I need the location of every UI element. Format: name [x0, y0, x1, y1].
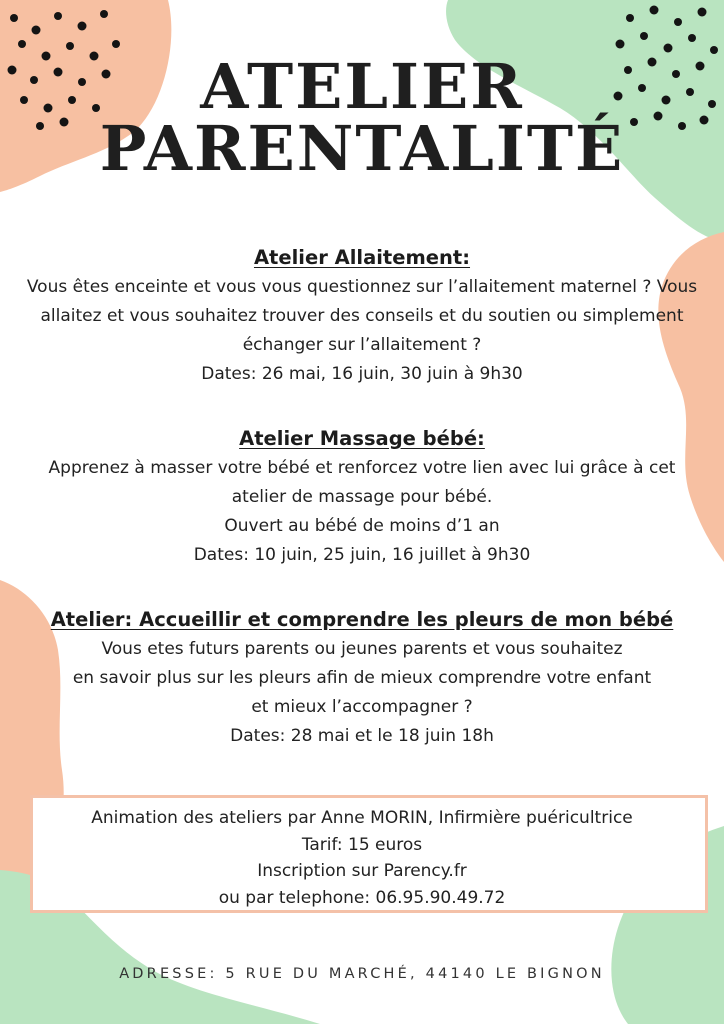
section-text-line: et mieux l’accompagner ?	[251, 697, 473, 717]
info-phone: ou par telephone: 06.95.90.49.72	[218, 887, 506, 908]
section-pleurs	[0, 605, 724, 751]
section-text-line: en savoir plus sur les pleurs afin de mieux comprendre votre enfant	[72, 668, 652, 688]
info-box	[0, 805, 724, 911]
section-heading: Atelier Massage bébé:	[239, 427, 485, 450]
info-price: Tarif: 15 euros	[301, 834, 423, 855]
info-registration: Inscription sur Parency.fr	[257, 861, 467, 881]
section-text-line: atelier de massage pour bébé.	[231, 487, 493, 507]
section-text-line: Ouvert au bébé de moins d’1 an	[224, 516, 500, 536]
section-dates: Dates: 28 mai et le 18 juin 18h	[230, 726, 494, 746]
section-massage	[0, 424, 724, 570]
section-allaitement	[0, 243, 724, 389]
title-line-1: ATELIER	[200, 50, 524, 123]
address: ADRESSE: 5 RUE DU MARCHÉ, 44140 LE BIGNON	[119, 966, 605, 982]
info-animator: Animation des ateliers par Anne MORIN, Infirmière puéricultrice	[91, 808, 633, 828]
title-line-2: PARENTALITÉ	[99, 112, 625, 185]
section-dates: Dates: 26 mai, 16 juin, 30 juin à 9h30	[201, 364, 523, 384]
section-heading: Atelier: Accueillir et comprendre les pleurs de mon bébé	[50, 608, 674, 631]
section-text-line: Apprenez à masser votre bébé et renforcez votre lien avec lui grâce à cet	[48, 458, 676, 478]
section-text-line: Vous etes futurs parents ou jeunes parents et vous souhaitez	[101, 639, 623, 659]
section-text-line: Vous êtes enceinte et vous vous questionnez sur l’allaitement maternel ? Vous	[26, 277, 698, 297]
section-heading: Atelier Allaitement:	[253, 246, 471, 269]
section-text-line: échanger sur l’allaitement ?	[242, 335, 482, 355]
section-text-line: allaitez et vous souhaitez trouver des conseils et du soutien ou simplement	[40, 306, 684, 326]
section-dates: Dates: 10 juin, 25 juin, 16 juillet à 9h30	[193, 545, 531, 565]
